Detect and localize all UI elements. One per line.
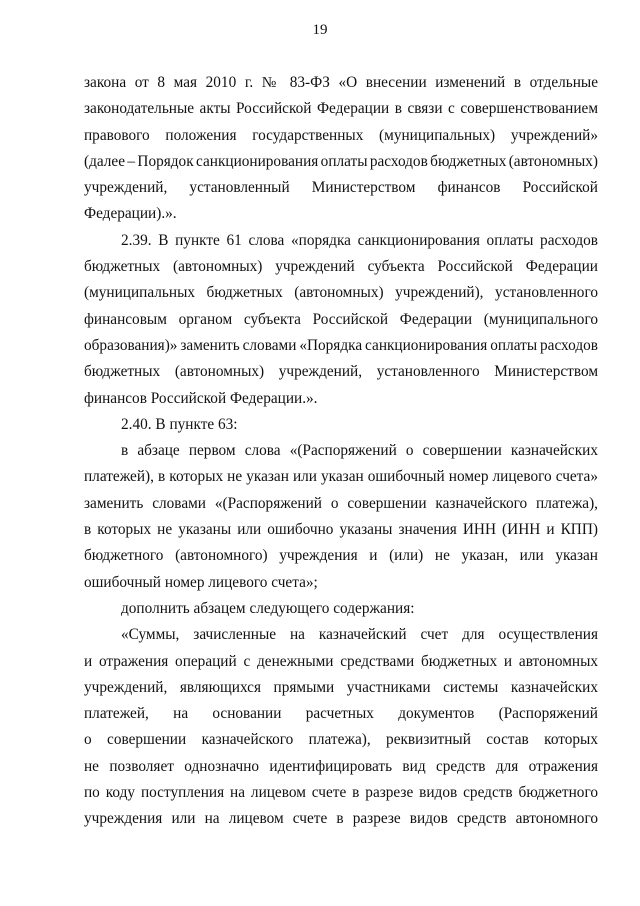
text-line: финансов Российской Федерации.». <box>84 389 318 407</box>
text-line: образования)» заменить словами «Порядка санкционирования оплаты расходов <box>84 336 598 354</box>
text-line: в абзаце первом слова «(Распоряжений о совершении казначейских <box>121 442 598 460</box>
text-line: в которых не указаны или ошибочно указаны значения ИНН (ИНН и КПП) <box>84 521 598 539</box>
text-line: учреждений, являющихся прямыми участниками системы казначейских <box>84 678 598 696</box>
text-line: 2.40. В пункте 63: <box>121 415 238 433</box>
text-line: учреждений, установленный Министерством финансов Российской <box>84 179 598 197</box>
text-line: бюджетных (автономных) учреждений, установленного Министерством <box>84 363 598 381</box>
text-line: платежей, на основании расчетных документов (Распоряжений <box>84 705 598 723</box>
text-line: дополнить абзацем следующего содержания: <box>121 599 415 617</box>
document-body <box>84 70 598 833</box>
text-line: бюджетного (автономного) учреждения и (или) не указан, или указан <box>84 547 598 565</box>
text-line: (далее – Порядок санкционирования оплаты расходов бюджетных (автономных) <box>84 152 598 170</box>
text-line: (муниципальных бюджетных (автономных) учреждений), установленного <box>84 284 598 302</box>
text-line: финансовым органом субъекта Российской Федерации (муниципального <box>84 310 598 328</box>
text-line: правового положения государственных (муниципальных) учреждений» <box>84 126 598 144</box>
text-line: Федерации).». <box>84 205 177 223</box>
text-line: заменить словами «(Распоряжений о совершении казначейского платежа), <box>84 494 598 512</box>
text-line: «Суммы, зачисленные на казначейский счет для осуществления <box>121 626 598 644</box>
text-line: по коду поступления на лицевом счете в разрезе видов средств бюджетного <box>84 784 598 802</box>
text-line: 2.39. В пункте 61 слова «порядка санкционирования оплаты расходов <box>121 231 598 249</box>
text-line: закона от 8 мая 2010 г. № 83-ФЗ «О внесении изменений в отдельные <box>84 74 598 91</box>
page-number: 19 <box>312 22 328 38</box>
text-line: платежей), в которых не указан или указан ошибочный номер лицевого счета» <box>84 468 598 486</box>
text-line: учреждения или на лицевом счете в разрезе видов средств автономного <box>84 810 598 828</box>
text-line: законодательные акты Российской Федерации в связи с совершенствованием <box>84 100 598 118</box>
text-line: и отражения операций с денежными средствами бюджетных и автономных <box>84 652 598 670</box>
text-line: не позволяет однозначно идентифицировать вид средств для отражения <box>84 757 598 775</box>
text-line: бюджетных (автономных) учреждений субъекта Российской Федерации <box>84 258 598 276</box>
text-line: ошибочный номер лицевого счета»; <box>84 573 318 591</box>
text-line: о совершении казначейского платежа), реквизитный состав которых <box>84 731 598 749</box>
